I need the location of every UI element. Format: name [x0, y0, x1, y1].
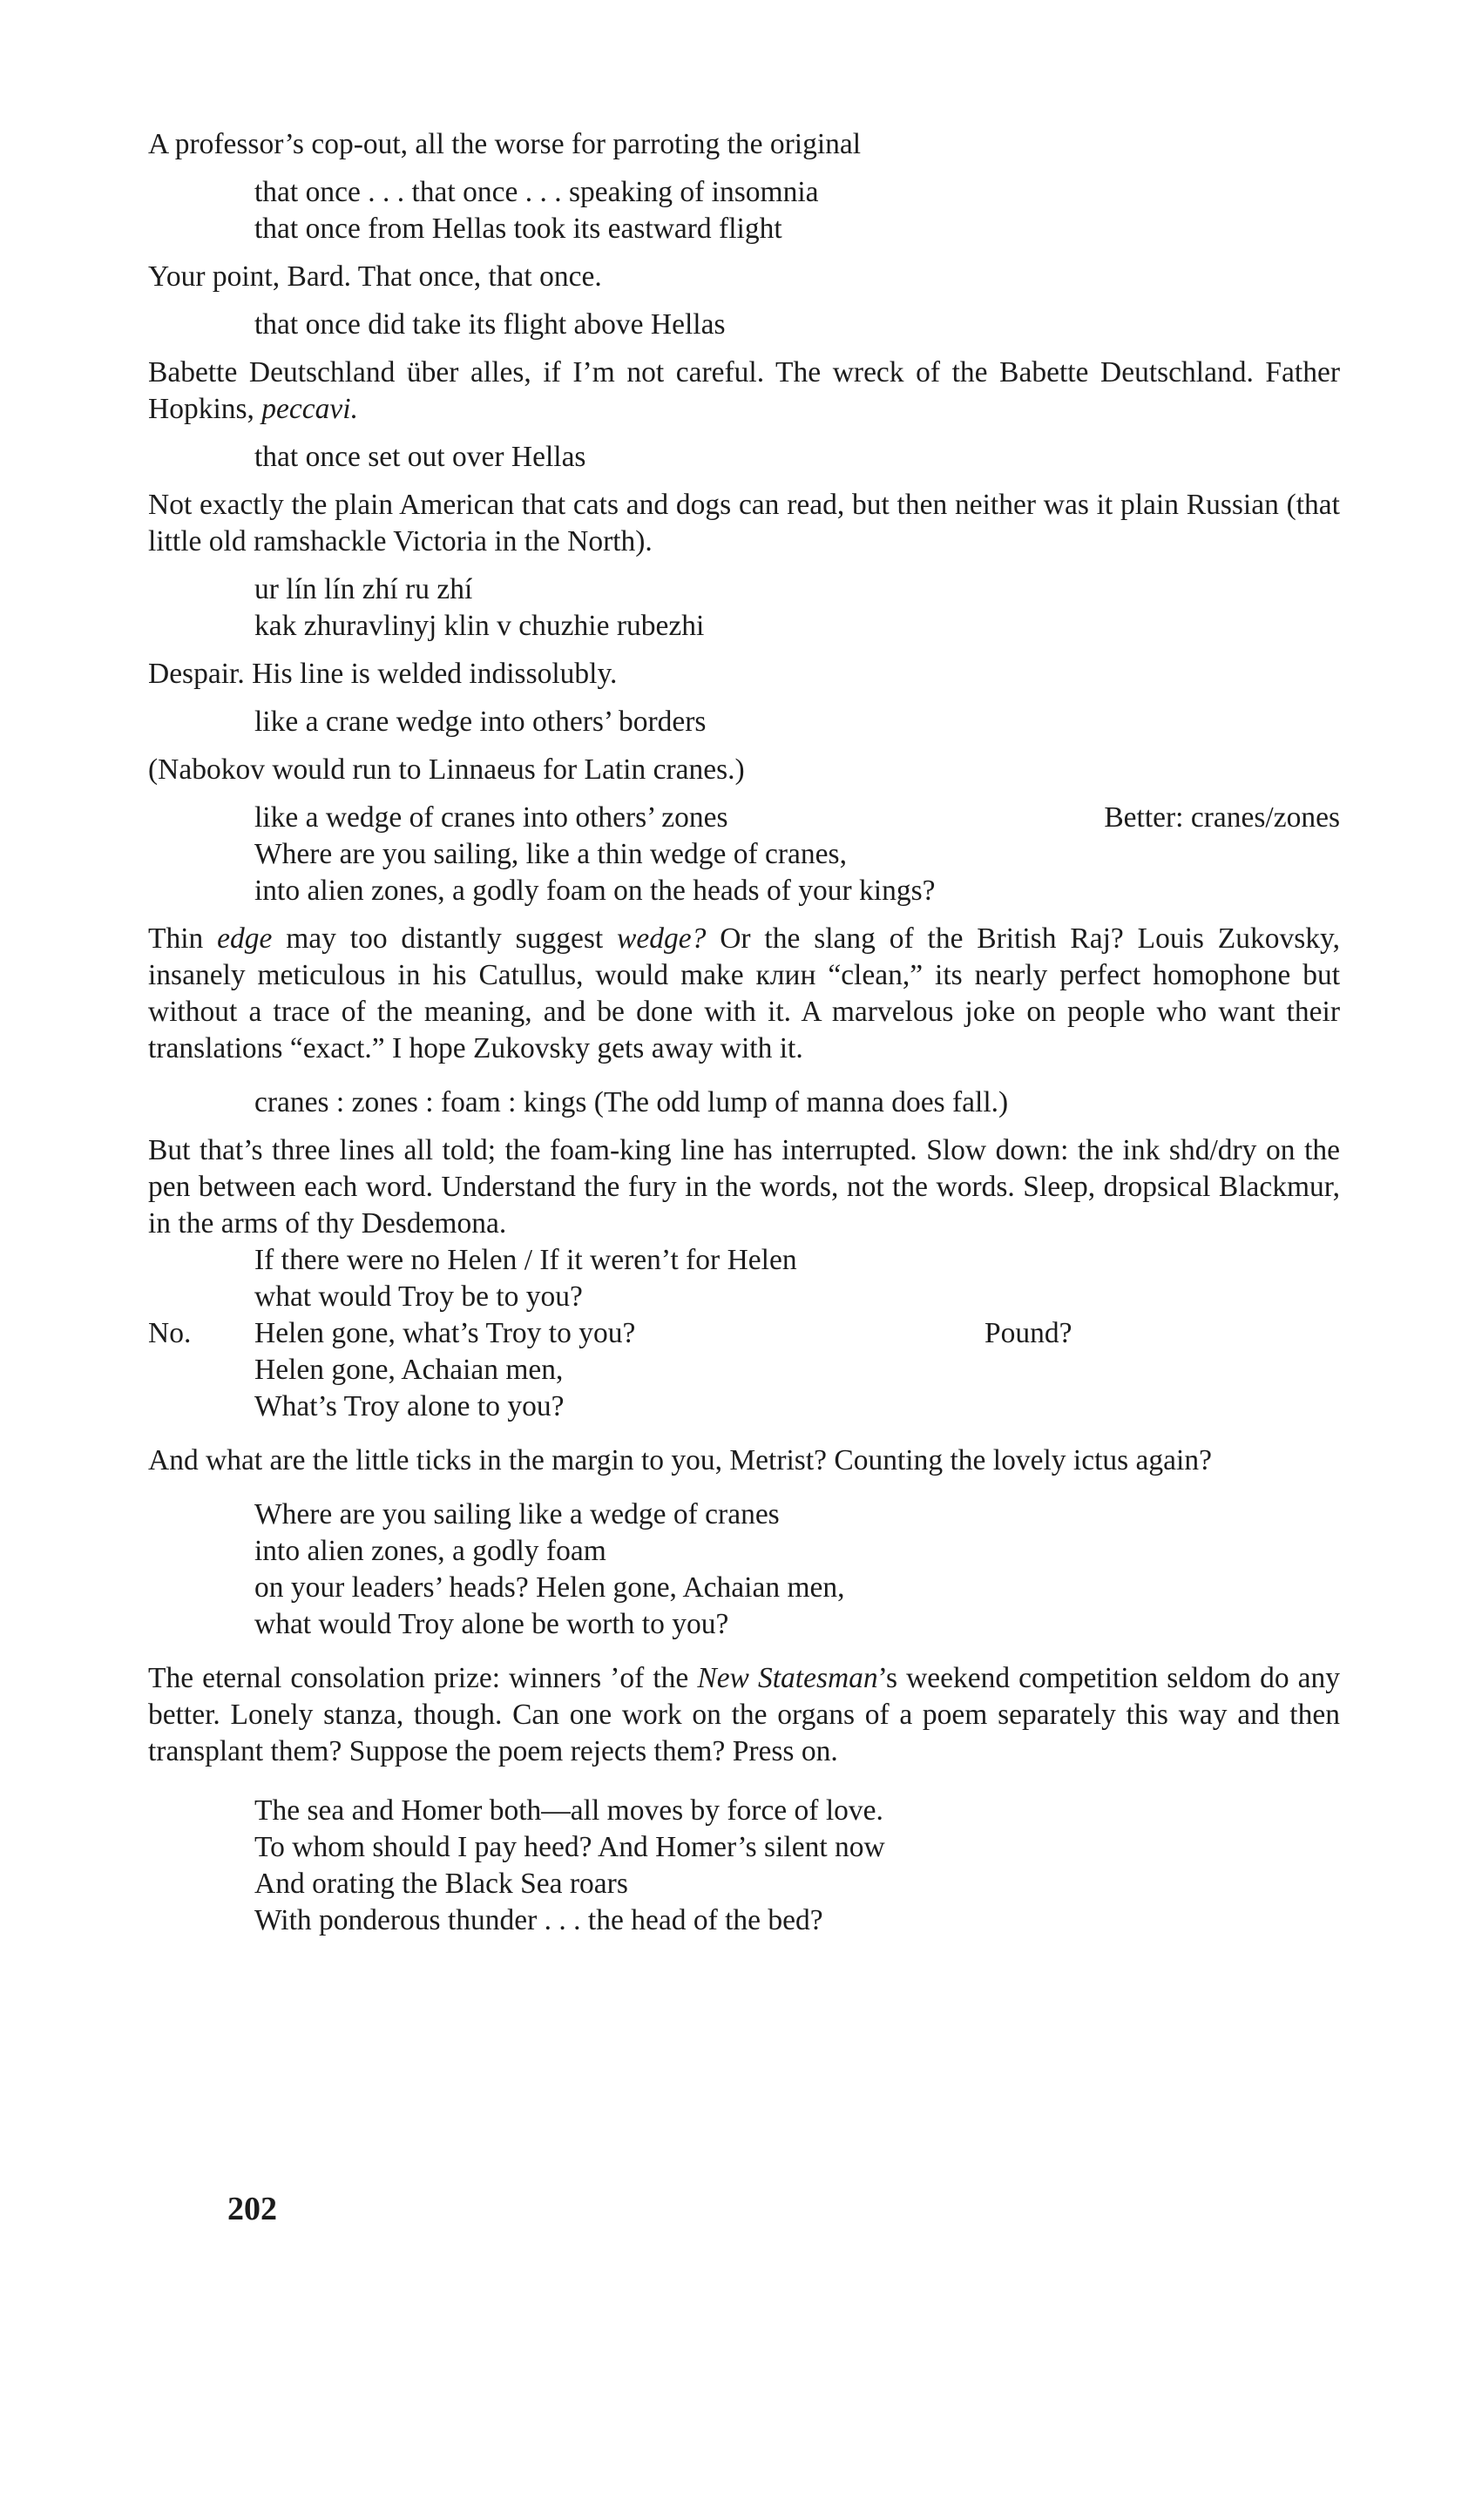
- verse-line: that once . . . that once . . . speaking of insomnia: [254, 176, 819, 208]
- verse-line: into alien zones, a godly foam: [254, 1535, 606, 1567]
- verse-line: what would Troy be to you?: [254, 1280, 583, 1313]
- verse-block: [254, 174, 1340, 247]
- verse-block: [254, 1793, 1340, 1939]
- verse-line: kak zhuravlinyj klin v chuzhie rubezhi: [254, 610, 705, 642]
- verse-line: into alien zones, a godly foam on the heads of your kings?: [254, 875, 936, 907]
- verse-line: Helen gone, Achaian men,: [254, 1354, 564, 1386]
- paragraph: [148, 1660, 1340, 1770]
- paragraph: Not exactly the plain American that cats and dogs can read, but then neither was it plain Russian (that little old ramshackle Victoria in the North).: [148, 489, 1340, 557]
- verse-line: What’s Troy alone to you?: [254, 1390, 565, 1422]
- verse-line: To whom should I pay heed? And Homer’s silent now: [254, 1831, 885, 1863]
- text-span: may too distantly suggest: [272, 922, 618, 955]
- verse-block: [254, 1496, 1340, 1643]
- page-number: 202: [227, 2191, 277, 2227]
- verse-block: [148, 1242, 1340, 1425]
- verse-row: [148, 1315, 1340, 1352]
- italic-text: wedge?: [617, 922, 707, 955]
- margin-note: Pound?: [984, 1317, 1072, 1349]
- verse-line: like a wedge of cranes into others’ zones: [254, 801, 728, 834]
- margin-note: Better: cranes/zones: [1104, 801, 1340, 834]
- paragraph: A professor’s cop-out, all the worse for parroting the original: [148, 128, 862, 160]
- text-span: Babette Deutschland über alles, if I’m not careful. The wreck of the Babette Deutschland. Father Hopkins,: [148, 356, 1340, 425]
- verse-line: And orating the Black Sea roars: [254, 1868, 628, 1900]
- verse-block: [254, 571, 1340, 645]
- italic-text: edge: [217, 922, 273, 955]
- italic-text: New Statesman: [697, 1662, 878, 1694]
- verse-line: that once set out over Hellas: [254, 441, 586, 473]
- verse-line: If there were no Helen / If it weren’t for Helen: [254, 1244, 797, 1276]
- verse-block: [254, 307, 1340, 343]
- verse-line: Where are you sailing like a wedge of cranes: [254, 1498, 780, 1530]
- paragraph: (Nabokov would run to Linnaeus for Latin cranes.): [148, 753, 745, 786]
- verse-line: With ponderous thunder . . . the head of the bed?: [254, 1904, 823, 1936]
- verse-line: on your leaders’ heads? Helen gone, Achaian men,: [254, 1571, 845, 1604]
- text-span: Or the slang of the British Raj? Louis Zukovsky, insanely meticulous in his Catullus, would make клин “clean,” its nearly perfect homophone but without a trace of the meaning, and be done with it. A marvelous joke on people who want their translations “exact.” I hope Zukovsky gets away with it.: [148, 922, 1340, 1064]
- paragraph: Your point, Bard. That once, that once.: [148, 260, 602, 293]
- paragraph: [148, 355, 1340, 428]
- verse-block: [254, 800, 1340, 909]
- italic-text: peccavi.: [261, 393, 358, 425]
- text-span: Thin: [148, 922, 218, 955]
- verse-line: that once did take its flight above Hellas: [254, 308, 726, 341]
- paragraph: Despair. His line is welded indissolubly.: [148, 658, 618, 690]
- paragraph: But that’s three lines all told; the foam-king line has interrupted. Slow down: the ink shd/dry on the pen between each word. Understand the fury in the words, not the words. Sleep, dropsical Blackmur, in the arms of thy Desdemona.: [148, 1134, 1340, 1240]
- page-body: [148, 126, 1340, 1939]
- text-span: ’s weekend competition seldom do any better. Lonely stanza, though. Can one work on the organs of a poem separately this way and then transplant them? Suppose the poem rejects them? Press on.: [148, 1662, 1340, 1767]
- verse-line: ur lín lín zhí ru zhí: [254, 573, 473, 605]
- verse-row: [254, 800, 1340, 836]
- verse-line: Where are you sailing, like a thin wedge of cranes,: [254, 838, 847, 870]
- margin-note: No.: [148, 1317, 192, 1349]
- text-span: The eternal consolation prize: winners ’of the: [148, 1662, 698, 1694]
- verse-block: [254, 1084, 1340, 1121]
- verse-line: that once from Hellas took its eastward flight: [254, 213, 782, 245]
- verse-line: The sea and Homer both—all moves by force of love.: [254, 1794, 883, 1827]
- verse-line: like a crane wedge into others’ borders: [254, 706, 707, 738]
- verse-block: [254, 704, 1340, 740]
- paragraph: [148, 921, 1340, 1067]
- verse-line: Helen gone, what’s Troy to you?: [254, 1317, 636, 1349]
- verse-block: [254, 439, 1340, 476]
- verse-line: cranes : zones : foam : kings (The odd lump of manna does fall.): [254, 1086, 1009, 1118]
- verse-line: what would Troy alone be worth to you?: [254, 1608, 729, 1640]
- paragraph: And what are the little ticks in the margin to you, Metrist? Counting the lovely ictus again?: [148, 1444, 1212, 1476]
